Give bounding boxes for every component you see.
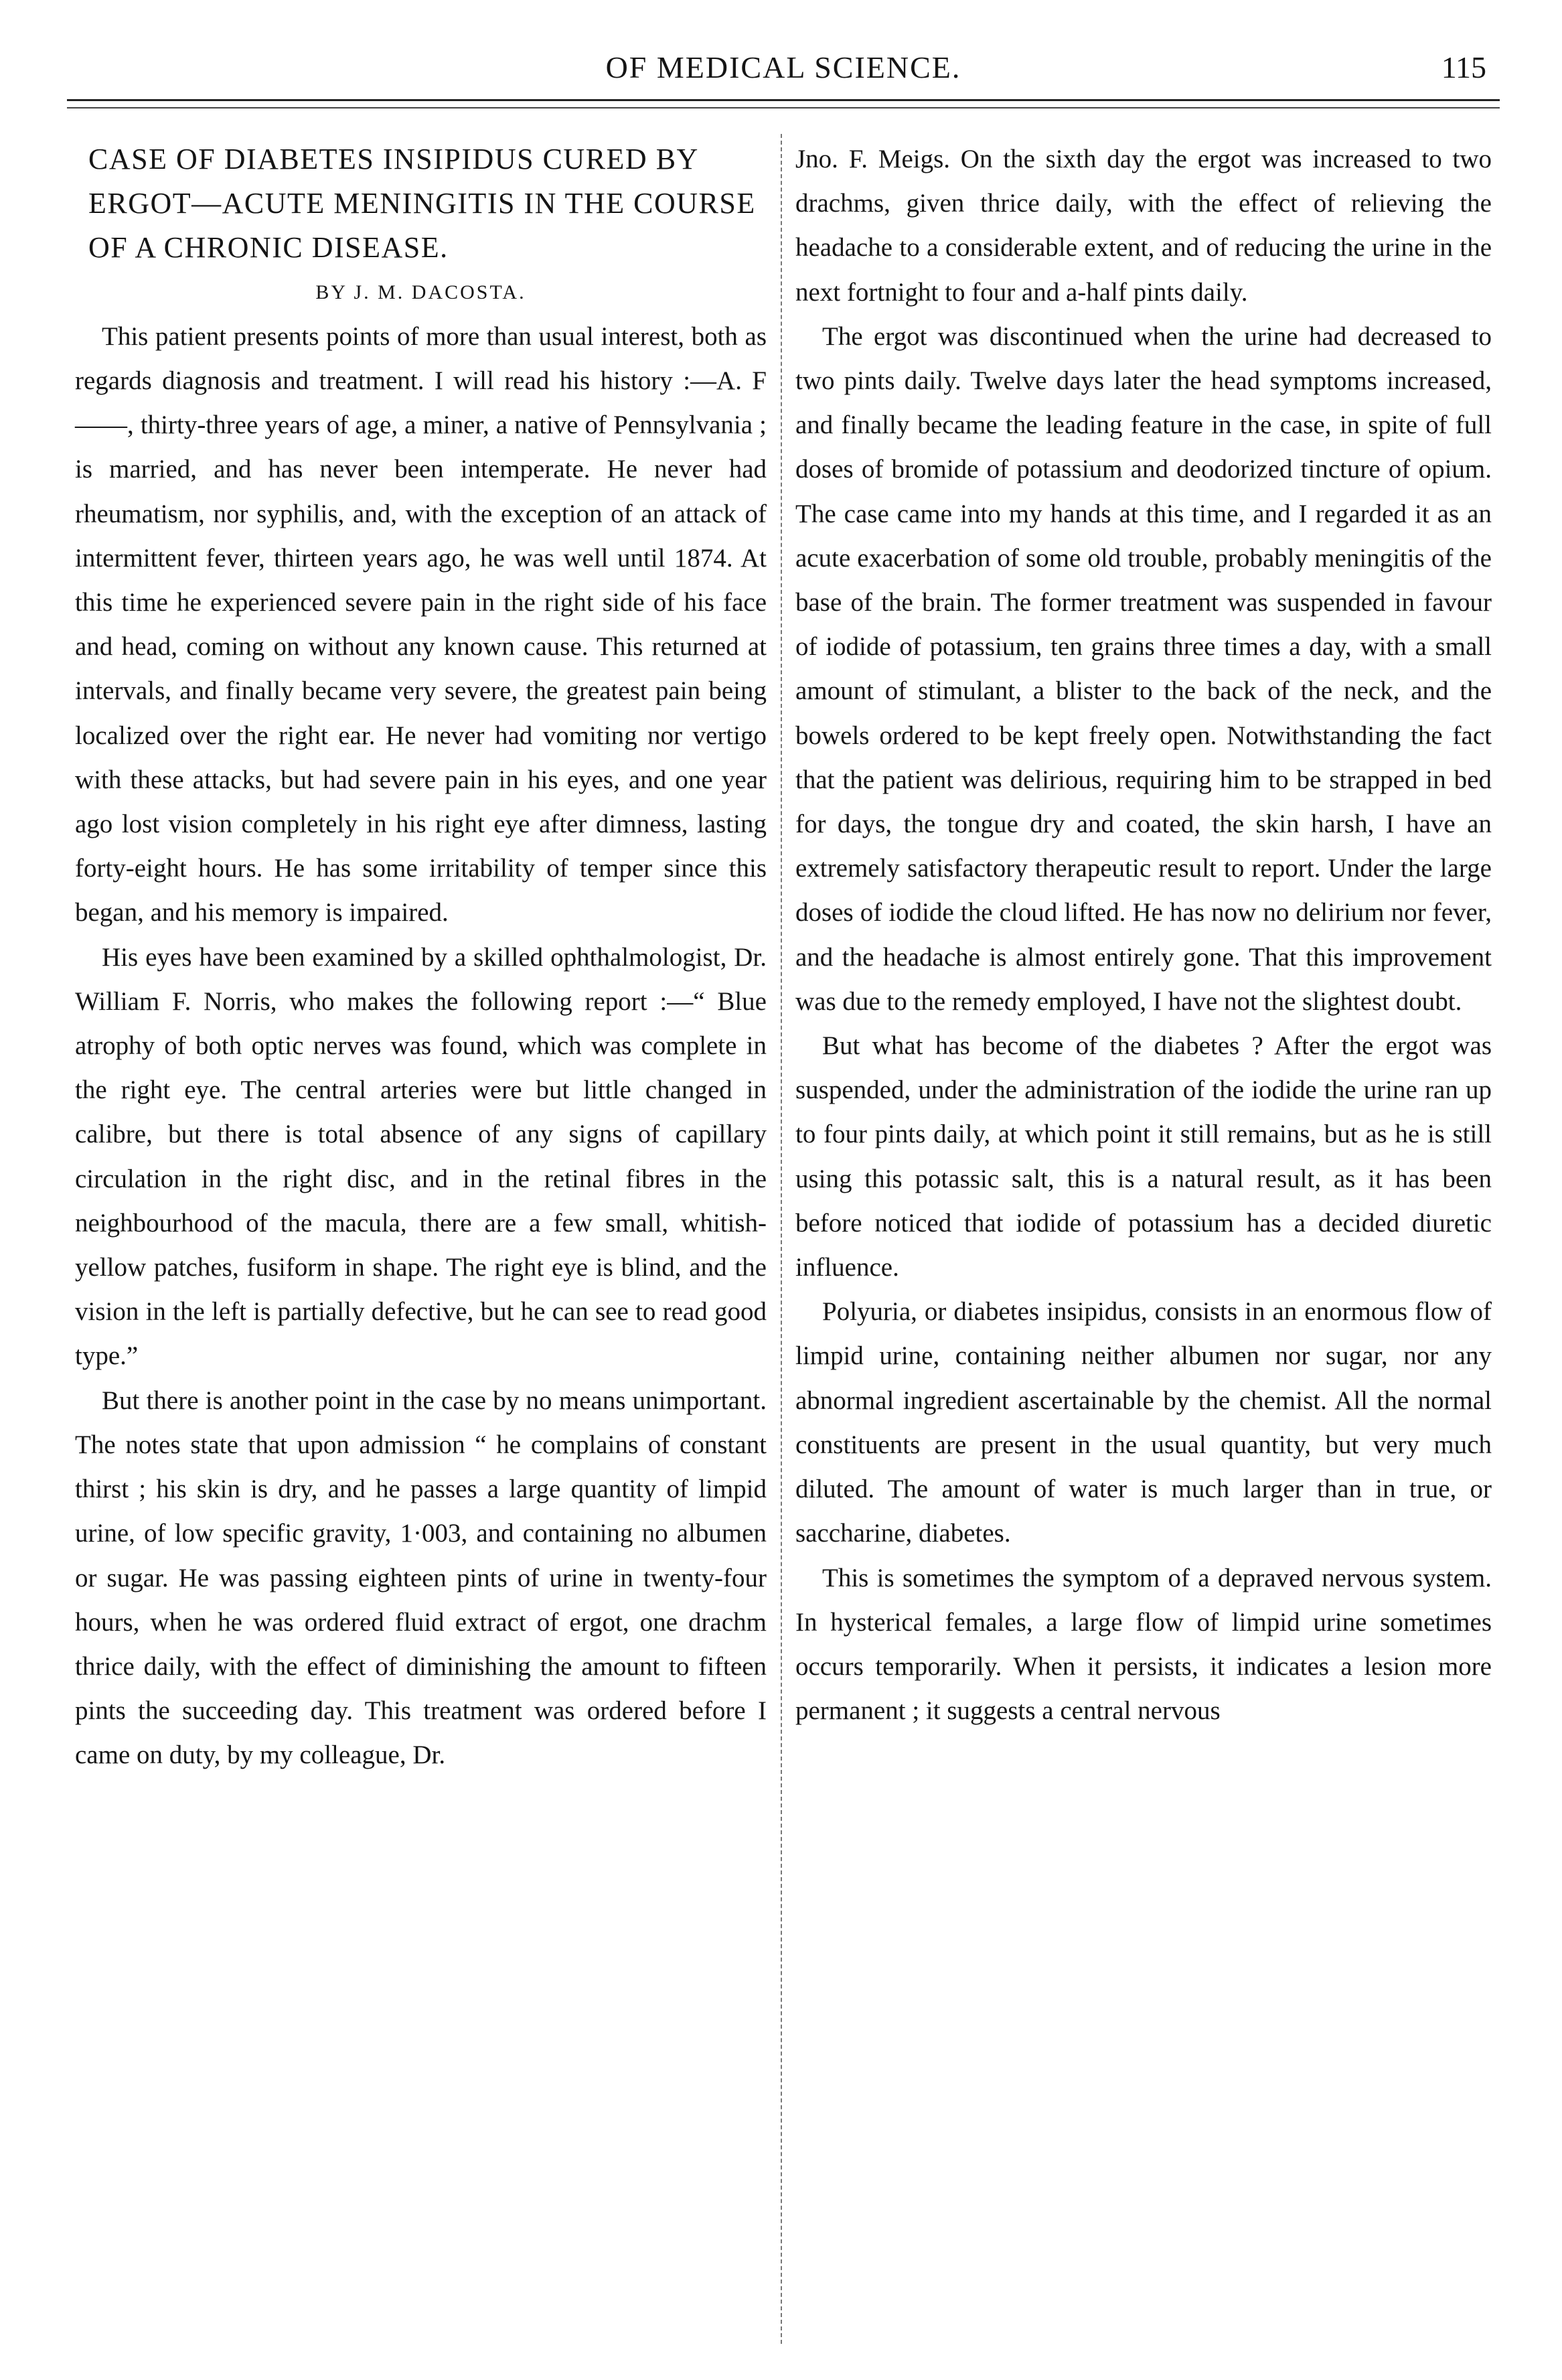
running-head bbox=[67, 46, 1500, 92]
running-title: OF MEDICAL SCIENCE. bbox=[605, 50, 961, 84]
page-number: 115 bbox=[1441, 50, 1486, 84]
header-rule bbox=[67, 99, 1500, 101]
paragraph: The ergot was discontinued when the urine had decreased to two pints daily. Twelve days later the head symptoms increased, and finally became the leading feature in the case, in spite of full doses of bromide of potassium and deodorized tincture of opium. The case came into my hands at this time, and I regarded it as an acute exacerbation of some old trouble, probably meningitis of the base of the brain. The former treatment was suspended in favour of iodide of potassium, ten grains three times a day, with a small amount of stimulant, a blister to the back of the neck, and the bowels ordered to be kept freely open. Notwithstanding the fact that the patient was delirious, requiring him to be strapped in bed for days, the tongue dry and coated, the skin harsh, I have an extremely satisfactory therapeutic result to report. Under the large doses of iodide the cloud lifted. He has now no delirium nor fever, and the headache is almost entirely gone. That this improvement was due to the remedy employed, I have not the slightest doubt. bbox=[795, 321, 1492, 1016]
column-divider bbox=[781, 134, 782, 2344]
paragraph: But what has become of the diabetes ? After the ergot was suspended, under the administration of the iodide the urine ran up to four pints daily, at which point it still remains, but as he is still using this potassic salt, this is a natural result, as it has been before noticed that iodide of potassium has a decided diuretic influence. bbox=[795, 1031, 1492, 1282]
paragraph-continuation: Jno. F. Meigs. On the sixth day the ergot was increased to two drachms, given thrice daily, with the effect of relieving the headache to a considerable extent, and of reducing the urine in the next fortnight to four and a-half pints daily. bbox=[795, 145, 1492, 307]
article-title: CASE OF DIABETES INSIPIDUS CURED BY ERGOT—ACUTE MENINGITIS IN THE COURSE OF A CHRONIC DISEASE. bbox=[88, 143, 756, 265]
paragraph: His eyes have been examined by a skilled ophthalmologist, Dr. William F. Norris, who makes the following report :—“ Blue atrophy of both optic nerves was found, which was complete in the right eye. The central arteries were but little changed in calibre, but there is total absence of any signs of capillary circulation in the right disc, and in the retinal fibres in the neighbourhood of the macula, there are a few small, whitish-yellow patches, fusiform in shape. The right eye is blind, and the vision in the left is partially defective, but he can see to read good type.” bbox=[75, 942, 767, 1371]
right-column bbox=[795, 137, 1492, 1733]
paragraph: This is sometimes the symptom of a depraved nervous system. In hysterical females, a large flow of limpid urine sometimes occurs temporarily. When it persists, it indicates a lesion more permanent ; it suggests a central nervous bbox=[795, 1563, 1492, 1726]
left-column bbox=[75, 137, 767, 1778]
paragraph: This patient presents points of more than usual interest, both as regards diagnosis and treatment. I will read his history :—A. F——, thirty-three years of age, a miner, a native of Pennsylvania ; is married, and has never been intemperate. He never had rheumatism, nor syphilis, and, with the exception of an attack of intermittent fever, thirteen years ago, he was well until 1874. At this time he experienced severe pain in the right side of his face and head, coming on without any known cause. This returned at intervals, and finally became very severe, the greatest pain being localized over the right ear. He never had vomiting nor vertigo with these attacks, but had severe pain in his eyes, and one year ago lost vision completely in his right eye after dimness, lasting forty-eight hours. He has some irritability of temper since this began, and his memory is impaired. bbox=[75, 321, 767, 927]
paragraph: But there is another point in the case by no means unimportant. The notes state that upon admission “ he complains of constant thirst ; his skin is dry, and he passes a large quantity of limpid urine, of low specific gravity, 1·003, and containing no albumen or sugar. He was passing eighteen pints of urine in twenty-four hours, when he was ordered fluid extract of ergot, one drachm thrice daily, with the effect of diminishing the amount to fifteen pints the succeeding day. This treatment was ordered before I came on duty, by my colleague, Dr. bbox=[75, 1386, 767, 1770]
paragraph: Polyuria, or diabetes insipidus, consists in an enormous flow of limpid urine, containing neither albumen nor sugar, nor any abnormal ingredient ascertainable by the chemist. All the normal constituents are present in the usual quantity, but very much diluted. The amount of water is much larger than in true, or saccharine, diabetes. bbox=[795, 1297, 1492, 1548]
header-rule-secondary bbox=[67, 107, 1500, 108]
article-byline: BY J. M. DACOSTA. bbox=[315, 281, 526, 303]
